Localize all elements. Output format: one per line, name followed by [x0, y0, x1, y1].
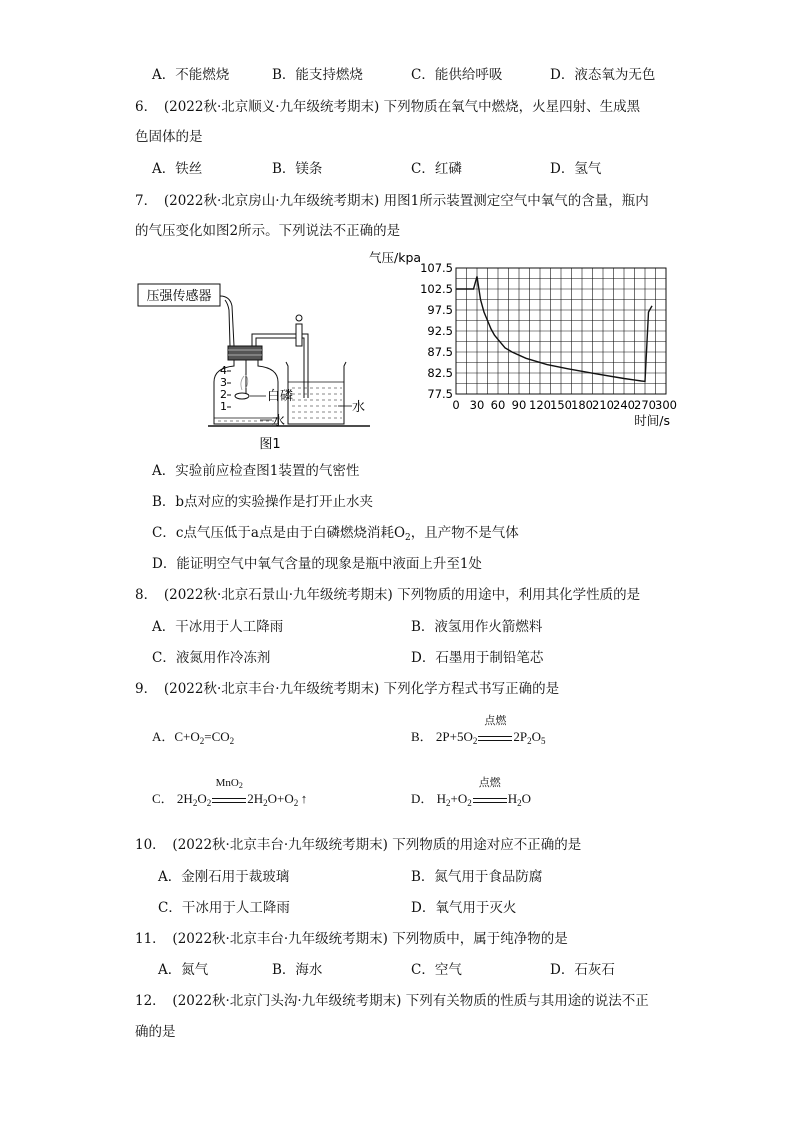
q7-option-c-sub: 2 — [405, 533, 411, 543]
figure2-pressure-chart — [366, 248, 696, 458]
y-tick-label: 87.5 — [427, 345, 453, 359]
mark-1: 1 — [220, 400, 227, 413]
q11-option-c: C．空气 — [411, 962, 462, 978]
series-line — [456, 276, 652, 381]
white-phosphorus-label: 白磷 — [267, 389, 294, 404]
y-axis-label: 气压/kpa — [369, 250, 422, 265]
q8-option-d: D．石墨用于制铅笔芯 — [411, 650, 544, 666]
q7-option-c-pre: C．c点气压低于a点是由于白磷燃烧消耗O — [152, 525, 406, 541]
figure1-caption: 图1 — [259, 437, 281, 452]
q5-option-d: D．液态氧为无色 — [550, 67, 656, 83]
q8-stem: 8． (2022秋·北京石景山·九年级统考期末) 下列物质的用途中，利用其化学性质的是 — [135, 587, 641, 603]
x-tick-label: 270 — [634, 398, 656, 412]
mark-3: 3 — [220, 376, 227, 389]
x-axis-label: 时间/s — [634, 413, 670, 428]
water-clamp — [296, 324, 302, 346]
q7-option-a: A．实验前应检查图1装置的气密性 — [152, 463, 360, 479]
beaker-water-label: 水 — [352, 400, 366, 415]
q11-option-b: B．海水 — [272, 962, 323, 978]
q9-option-d-label: D． — [411, 791, 434, 806]
x-tick-label: 300 — [655, 398, 677, 412]
bottle-water-label: 水 — [272, 414, 286, 429]
q7-option-d: D．能证明空气中氧气含量的现象是瓶中液面上升至1处 — [152, 556, 482, 572]
x-tick-label: 90 — [511, 398, 527, 412]
x-tick-label: 0 — [452, 398, 460, 412]
q9-option-b: B． $2P+5O_2$ 点燃 $2P_2O_5$ — [411, 715, 546, 746]
q6-option-b: B．镁条 — [272, 161, 323, 177]
x-tick-label: 30 — [469, 398, 485, 412]
q8-option-a: A．干冰用于人工降雨 — [152, 619, 284, 635]
x-tick-label: 240 — [613, 398, 635, 412]
y-tick-label: 107.5 — [420, 261, 453, 275]
q9-b-condition: 点燃 — [484, 715, 507, 727]
q6-option-d: D．氢气 — [550, 161, 602, 177]
y-tick-label: 97.5 — [427, 303, 453, 317]
q7-stem-line2: 的气压变化如图2所示。下列说法不正确的是 — [135, 223, 401, 239]
q9-d-condition: 点燃 — [478, 777, 501, 789]
q7-option-c — [152, 524, 519, 547]
q9-option-c-label: C． — [152, 791, 174, 806]
q12-stem-line1: 12． (2022秋·北京门头沟·九年级统考期末) 下列有关物质的性质与其用途的说法不正 — [135, 993, 649, 1009]
x-tick-label: 180 — [571, 398, 593, 412]
q6-stem-line1: 6． (2022秋·北京顺义·九年级统考期末) 下列物质在氧气中燃烧，火星四射、生成黑 — [135, 99, 641, 115]
y-tick-label: 82.5 — [427, 366, 453, 380]
q8-option-c: C．液氮用作冷冻剂 — [152, 650, 271, 666]
y-tick-label: 92.5 — [427, 324, 453, 338]
q9-option-a: A．$C+O_2=CO_2$ — [152, 729, 235, 746]
q11-stem: 11． (2022秋·北京丰台·九年级统考期末) 下列物质中，属于纯净物的是 — [135, 931, 568, 947]
q5-option-b: B．能支持燃烧 — [272, 67, 363, 83]
q9-option-d: D． $H_2+O_2$ 点燃 $H_2O$ — [411, 777, 532, 808]
x-tick-label: 210 — [592, 398, 614, 412]
q6-option-a: A．铁丝 — [152, 161, 203, 177]
q7-option-c-post: ，且产物不是气体 — [410, 525, 519, 541]
q9-stem: 9． (2022秋·北京丰台·九年级统考期末) 下列化学方程式书写正确的是 — [135, 681, 560, 697]
y-tick-label: 77.5 — [427, 387, 453, 401]
q10-option-b: B．氮气用于食品防腐 — [411, 869, 543, 885]
mark-2: 2 — [220, 388, 227, 401]
q11-option-d: D．石灰石 — [550, 962, 615, 978]
q12-stem-line2: 确的是 — [135, 1024, 176, 1040]
q10-stem: 10． (2022秋·北京丰台·九年级统考期末) 下列物质的用途对应不正确的是 — [135, 837, 582, 853]
x-tick-label: 120 — [529, 398, 551, 412]
q9-option-c: C． $2H_2O_2$ MnO2 $2H_2O+O_2$ ↑ — [152, 777, 308, 808]
q6-stem-line2: 色固体的是 — [135, 129, 203, 145]
q5-option-c: C．能供给呼吸 — [411, 67, 503, 83]
q5-option-a: A．不能燃烧 — [152, 67, 230, 83]
y-tick-label: 102.5 — [420, 282, 453, 296]
q10-option-c: C．干冰用于人工降雨 — [158, 900, 290, 916]
q7-option-b: B．b点对应的实验操作是打开止水夹 — [152, 494, 374, 510]
pressure-sensor-label: 压强传感器 — [146, 289, 212, 304]
q9-option-b-label: B． — [411, 729, 433, 744]
q9-c-condition: MnO — [215, 777, 239, 789]
q7-stem-line1: 7． (2022秋·北京房山·九年级统考期末) 用图1所示装置测定空气中氧气的含量，瓶内 — [135, 193, 649, 209]
q8-option-b: B．液氢用作火箭燃料 — [411, 619, 543, 635]
figure1-apparatus — [130, 278, 380, 458]
q10-option-d: D．氧气用于灭火 — [411, 900, 517, 916]
x-tick-label: 150 — [550, 398, 572, 412]
q9-option-a-label: A． — [152, 729, 175, 744]
q6-option-c: C．红磷 — [411, 161, 462, 177]
x-tick-label: 60 — [490, 398, 506, 412]
q10-option-a: A．金刚石用于裁玻璃 — [158, 869, 290, 885]
mark-4: 4 — [220, 364, 227, 377]
q11-option-a: A．氮气 — [158, 962, 209, 978]
